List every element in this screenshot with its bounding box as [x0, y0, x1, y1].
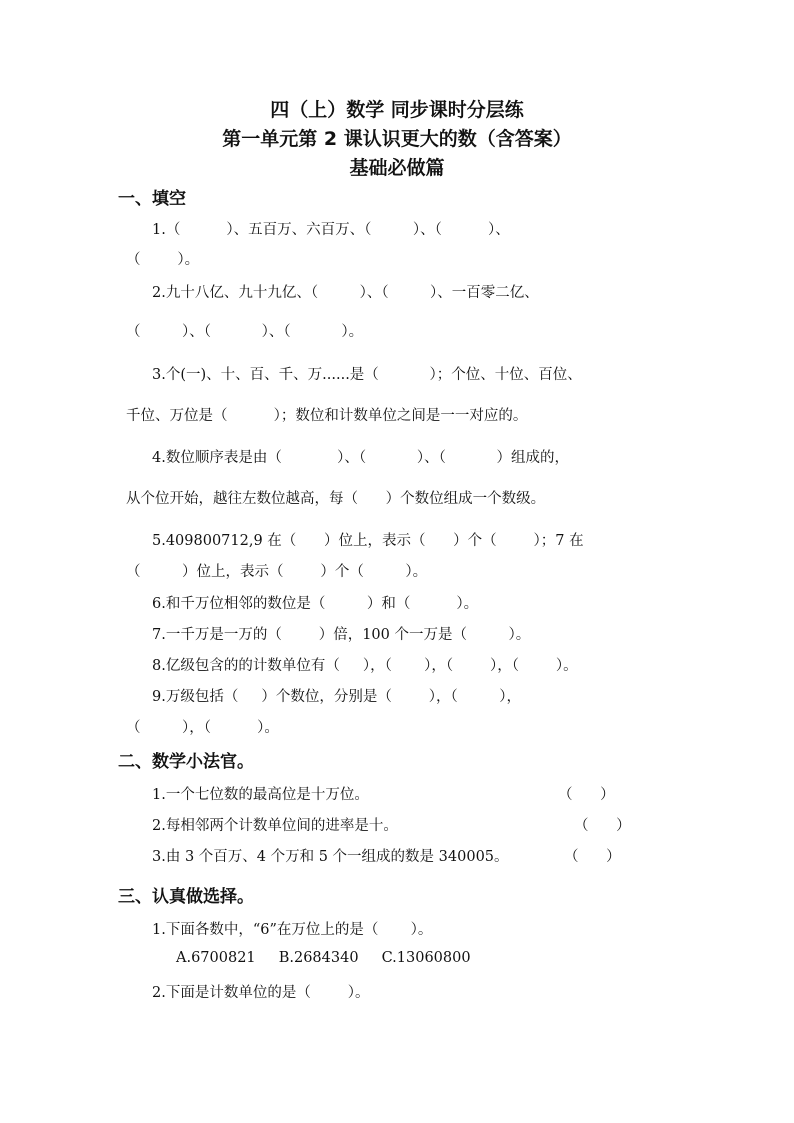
fill-line-8: 8.亿级包含的的计数单位有（ ），（ ），（ ），（ ）。 [152, 658, 578, 674]
judge-item-2: 2.每相邻两个计数单位间的进率是十。 [152, 818, 398, 834]
choice-question-2: 2.下面是计数单位的是（ ）。 [152, 985, 370, 1001]
fill-line-4: 4.数位顺序表是由（ ）、（ ）、（ ）组成的， [152, 450, 570, 466]
title-block [0, 96, 794, 183]
fill-line-7: 7.一千万是一万的（ ）倍，100 个一万是（ ）。 [152, 627, 531, 643]
judge-blank-2: （ ） [574, 818, 631, 834]
fill-line-3b: 千位、万位是（ ）；数位和计数单位之间是一一对应的。 [126, 408, 528, 424]
section-heading-judge: 二、数学小法官。 [118, 752, 254, 772]
fill-line-1b: （ ）。 [126, 252, 200, 268]
page-subtitle: 第一单元第 2 课认识更大的数（含答案） [222, 128, 572, 150]
page-title: 四（上）数学 同步课时分层练 [270, 99, 524, 121]
fill-line-5b: （ ）位上，表示（ ）个（ ）。 [126, 564, 428, 580]
fill-line-9b: （ ），（ ）。 [126, 720, 279, 736]
judge-blank-1: （ ） [558, 787, 615, 803]
fill-line-6: 6.和千万位相邻的数位是（ ）和（ ）。 [152, 596, 479, 612]
judge-blank-3: （ ） [564, 849, 621, 865]
fill-line-2b: （ ）、（ ）、（ ）。 [126, 324, 364, 340]
judge-item-1: 1.一个七位数的最高位是十万位。 [152, 787, 369, 803]
section-heading-fill: 一、填空 [118, 189, 186, 209]
choice-question-1: 1.下面各数中，“6”在万位上的是（ ）。 [152, 922, 433, 938]
fill-line-2: 2.九十八亿、九十九亿、（ ）、（ ）、一百零二亿、 [152, 285, 539, 301]
fill-line-9: 9.万级包括（ ）个数位，分别是（ ），（ ）， [152, 689, 521, 705]
section-heading-choice: 三、认真做选择。 [118, 887, 254, 907]
page-section-title: 基础必做篇 [349, 157, 445, 179]
fill-line-3: 3.个(一)、十、百、千、万......是（ ）；个位、十位、百位、 [152, 367, 582, 383]
choice-options-1: A.6700821 B.2684340 C.13060800 [176, 950, 471, 966]
judge-item-3: 3.由 3 个百万、4 个万和 5 个一组成的数是 340005。 [152, 849, 509, 865]
fill-line-4b: 从个位开始，越往左数位越高，每（ ）个数位组成一个数级。 [126, 491, 546, 507]
fill-line-1: 1.（ ）、五百万、六百万、（ ）、（ ）、 [152, 222, 510, 238]
fill-line-5: 5.409800712,9 在（ ）位上，表示（ ）个（ ）；7 在 [152, 533, 584, 549]
